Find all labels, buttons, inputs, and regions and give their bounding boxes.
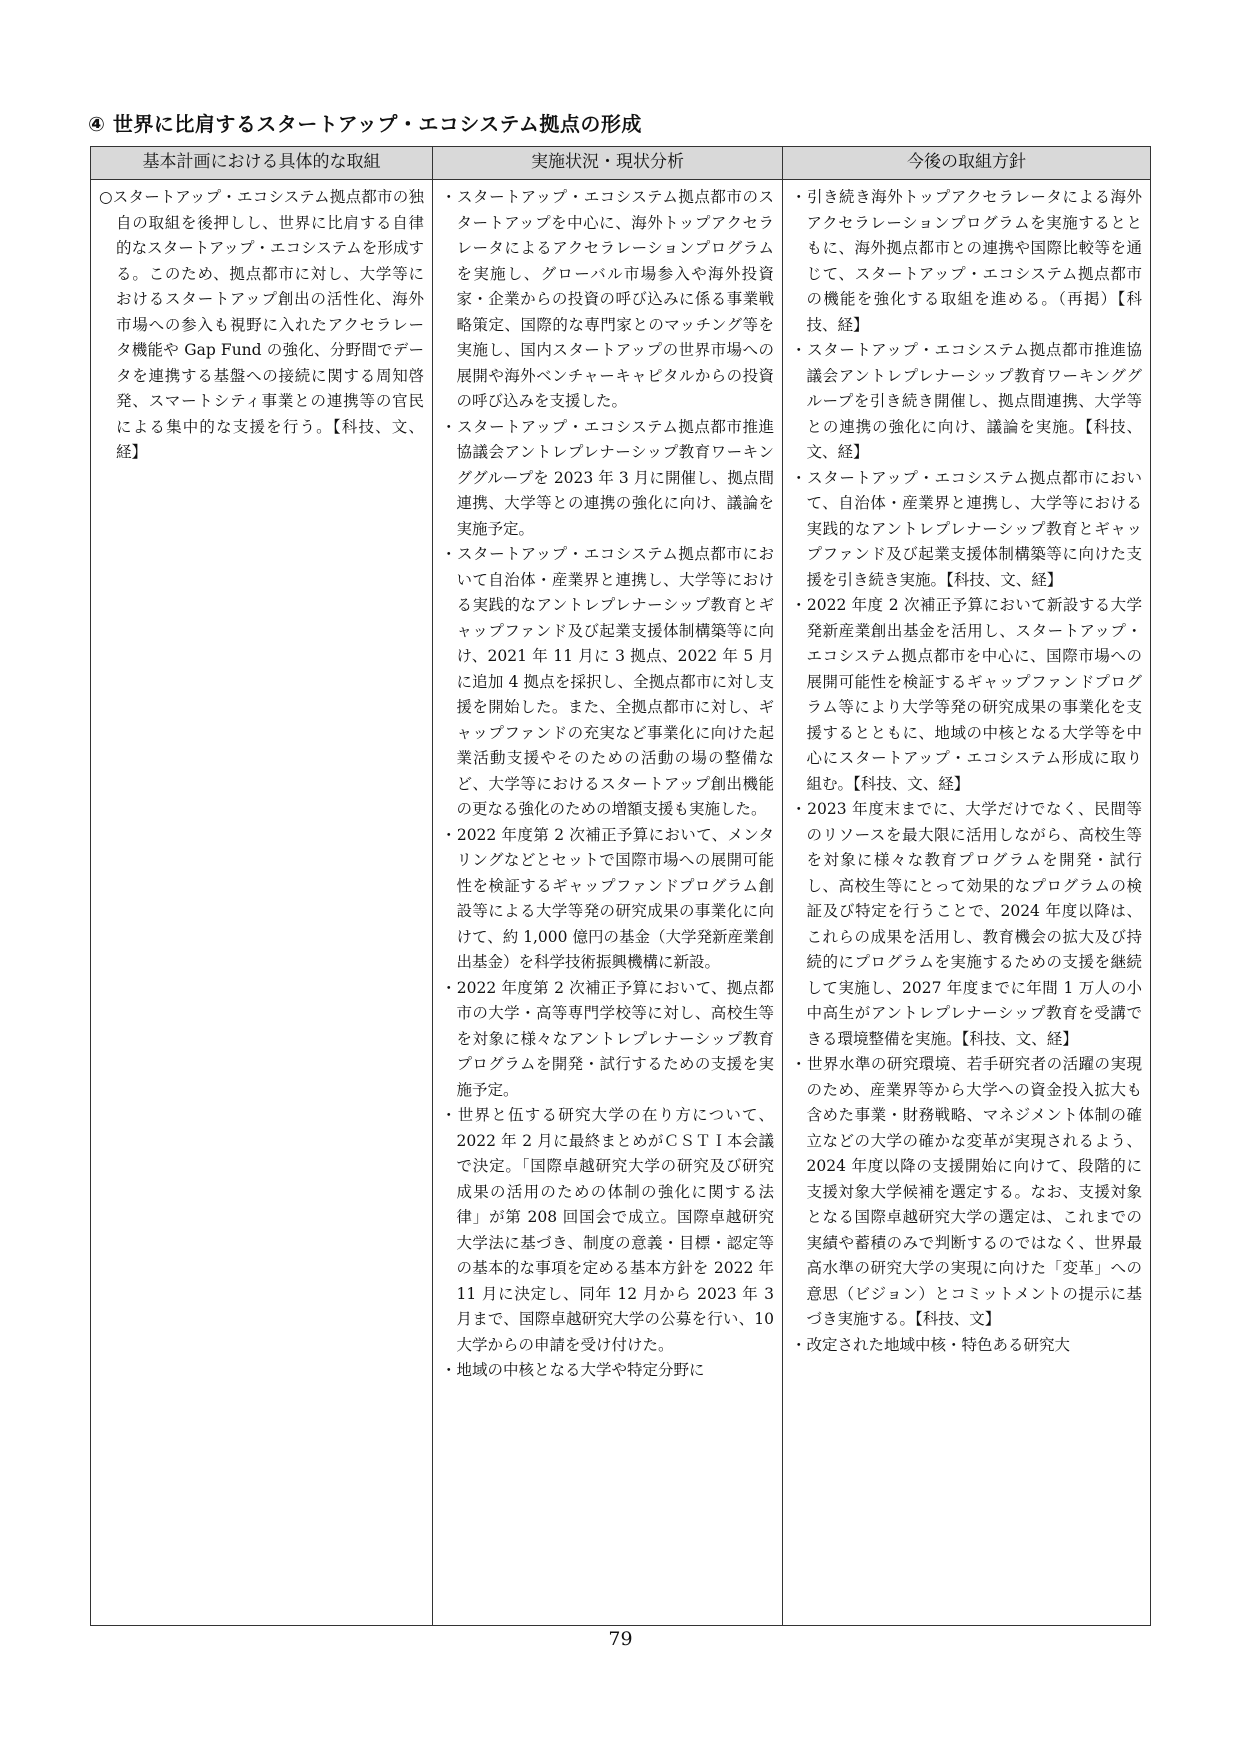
table-header-row: [91, 147, 1151, 180]
future-policy-cell: [783, 180, 1151, 1626]
policy-item: ・改定された地域中核・特色ある研究大: [791, 1335, 1071, 1354]
header-status-analysis: 実施状況・現状分析: [433, 147, 783, 180]
table-row: [91, 180, 1151, 1626]
policy-item: ・世界水準の研究環境、若手研究者の活躍の実現のため、産業界等から大学への資金投入拡大も含めた事業・財務戦略、マネジメント体制の確立などの大学の確かな変革が実現されるよう、2024 年度以降の支援開始に向けて、段階的に支援対象大学候補を選定する。なお、支援対象となる国際卓越研究大学の選定は、これまでの実績や蓄積のみで判断するのではなく、世界最高水準の研究大学の実現に向けた「変革」への意思（ビジョン）とコミットメントの提示に基づき実施する。【科技、文】: [791, 1055, 1142, 1328]
basic-plan-item: ○スタートアップ・エコシステム拠点都市の独自の取組を後押しし、世界に比肩する自律的なスタートアップ・エコシステムを形成する。このため、拠点都市に対し、大学等におけるスタートアップ創出の活性化、海外市場への参入も視野に入れたアクセラレータ機能や Gap Fund の強化、分野間でデータを連携する基盤への接続に関する周知啓発、スマートシティ事業との連携等の官民による集中的な支援を行う。【科技、文、経】: [99, 188, 424, 461]
status-item: ・スタートアップ・エコシステム拠点都市推進協議会アントレプレナーシップ教育ワーキンググループを 2023 年 3 月に開催し、拠点間連携、大学等との連携の強化に向け、議論を実施予定。: [441, 417, 774, 538]
header-basic-plan: 基本計画における具体的な取組: [91, 147, 433, 180]
status-item: ・地域の中核となる大学や特定分野に: [441, 1361, 705, 1379]
header-future-policy: 今後の取組方針: [783, 147, 1151, 180]
status-item: ・2022 年度第 2 次補正予算において、拠点都市の大学・高等専門学校等に対し、高校生等を対象に様々なアントレプレナーシップ教育プログラムを開発・試行するための支援を実施予定。: [441, 978, 774, 1099]
status-item: ・スタートアップ・エコシステム拠点都市のスタートアップを中心に、海外トップアクセラレータによるアクセラレーションプログラムを実施し、グローバル市場参入や海外投資家・企業からの投資の呼び込みに係る事業戦略策定、国際的な専門家とのマッチング等を実施し、国内スタートアップの世界市場への展開や海外ベンチャーキャピタルからの投資の呼び込みを支援した。: [441, 188, 774, 410]
status-item: ・2022 年度第 2 次補正予算において、メンタリングなどとセットで国際市場への展開可能性を検証するギャップファンドプログラム創設等による大学等発の研究成果の事業化に向けて、約 1,000 億円の基金（大学発新産業創出基金）を科学技術振興機構に新設。: [441, 825, 774, 971]
policy-item: ・スタートアップ・エコシステム拠点都市において、自治体・産業界と連携し、大学等における実践的なアントレプレナーシップ教育とギャップファンド及び起業支援体制構築等に向けた支援を引き続き実施。【科技、文、経】: [791, 468, 1142, 589]
section-title: ④ 世界に比肩するスタートアップ・エコシステム拠点の形成: [88, 112, 642, 136]
status-analysis-cell: [433, 180, 783, 1626]
policy-item: ・スタートアップ・エコシステム拠点都市推進協議会アントレプレナーシップ教育ワーキンググループを引き続き開催し、拠点間連携、大学等との連携の強化に向け、議論を実施。【科技、文、経】: [791, 341, 1142, 461]
policy-table: [90, 146, 1151, 1626]
status-item: ・世界と伍する研究大学の在り方について、2022 年 2 月に最終まとめがＣＳＴＩ本会議で決定。「国際卓越研究大学の研究及び研究成果の活用のための体制の強化に関する法律」が第 208 回国会で成立。国際卓越研究大学法に基づき、制度の意義・目標・認定等の基本的な事項を定める基本方針を 2022 年 11 月に決定し、同年 12 月から 2023 年 3 月まで、国際卓越研究大学の公募を行い、10 大学からの申請を受け付けた。: [441, 1106, 774, 1354]
page-number: 79: [608, 1628, 633, 1650]
policy-item: ・2023 年度末までに、大学だけでなく、民間等のリソースを最大限に活用しながら、高校生等を対象に様々な教育プログラムを開発・試行し、高校生等にとって効果的なプログラムの検証及び特定を行うことで、2024 年度以降は、これらの成果を活用し、教育機会の拡大及び持続的にプログラムを実施するための支援を継続して実施し、2027 年度までに年間 1 万人の小中高生がアントレプレナーシップ教育を受講できる環境整備を実施。【科技、文、経】: [791, 800, 1142, 1048]
basic-plan-cell: [91, 180, 433, 1626]
policy-item: ・引き続き海外トップアクセラレータによる海外アクセラレーションプログラムを実施するとともに、海外拠点都市との連携や国際比較等を通じて、スタートアップ・エコシステム拠点都市の機能を強化する取組を進める。（再掲）【科技、経】: [791, 188, 1142, 334]
policy-item: ・2022 年度 2 次補正予算において新設する大学発新産業創出基金を活用し、スタートアップ・エコシステム拠点都市を中心に、国際市場への展開可能性を検証するギャップファンドプログラム等により大学等発の研究成果の事業化を支援するとともに、地域の中核となる大学等を中心にスタートアップ・エコシステム形成に取り組む。【科技、文、経】: [791, 596, 1142, 793]
status-item: ・スタートアップ・エコシステム拠点都市において自治体・産業界と連携し、大学等における実践的なアントレプレナーシップ教育とギャップファンド及び起業支援体制構築等に向け、2021 年 11 月に 3 拠点、2022 年 5 月に追加 4 拠点を採択し、全拠点都市に対し支援を開始した。また、全拠点都市に対し、ギャップファンドの充実など事業化に向けた起業活動支援やそのための活動の場の整備など、大学等におけるスタートアップ創出機能の更なる強化のための増額支援も実施した。: [441, 545, 774, 818]
